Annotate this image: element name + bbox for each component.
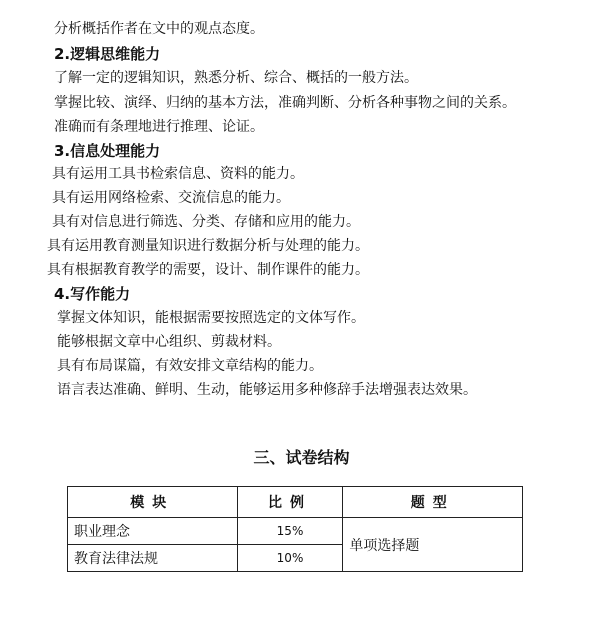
info-item-4: 具有运用教育测量知识进行数据分析与处理的能力。 [47,238,369,254]
logic-item-1: 了解一定的逻辑知识，熟悉分析、综合、概括的一般方法。 [54,70,418,86]
section-heading-info: 3.信息处理能力 [54,142,161,160]
section-heading-logic: 2.逻辑思维能力 [54,45,161,63]
writing-item-1: 掌握文体知识，能根据需要按照选定的文体写作。 [57,310,365,326]
logic-item-3: 准确而有条理地进行推理、论证。 [54,119,264,135]
header-question-type: 题型 [343,487,523,518]
section-title-exam-structure: 三、试卷结构 [253,448,350,467]
logic-item-2: 掌握比较、演绎、归纳的基本方法，准确判断、分析各种事物之间的关系。 [54,95,516,111]
intro-line: 分析概括作者在文中的观点态度。 [54,21,264,37]
exam-structure-table [67,486,523,572]
ratio-cell: 10% [237,545,343,572]
module-cell: 教育法律法规 [68,545,238,572]
info-item-2: 具有运用网络检索、交流信息的能力。 [52,190,290,206]
table-header-row [68,487,523,518]
info-item-1: 具有运用工具书检索信息、资料的能力。 [52,166,304,182]
table-row [68,518,523,545]
header-module: 模块 [68,487,238,518]
section-heading-writing: 4.写作能力 [54,285,131,303]
writing-item-4: 语言表达准确、鲜明、生动，能够运用多种修辞手法增强表达效果。 [57,382,477,398]
info-item-5: 具有根据教育教学的需要，设计、制作课件的能力。 [47,262,369,278]
header-ratio: 比例 [237,487,343,518]
writing-item-2: 能够根据文章中心组织、剪裁材料。 [57,334,281,350]
module-cell: 职业理念 [68,518,238,545]
ratio-cell: 15% [237,518,343,545]
info-item-3: 具有对信息进行筛选、分类、存储和应用的能力。 [52,214,360,230]
writing-item-3: 具有布局谋篇，有效安排文章结构的能力。 [57,358,323,374]
question-type-cell: 单项选择题 [343,518,523,572]
